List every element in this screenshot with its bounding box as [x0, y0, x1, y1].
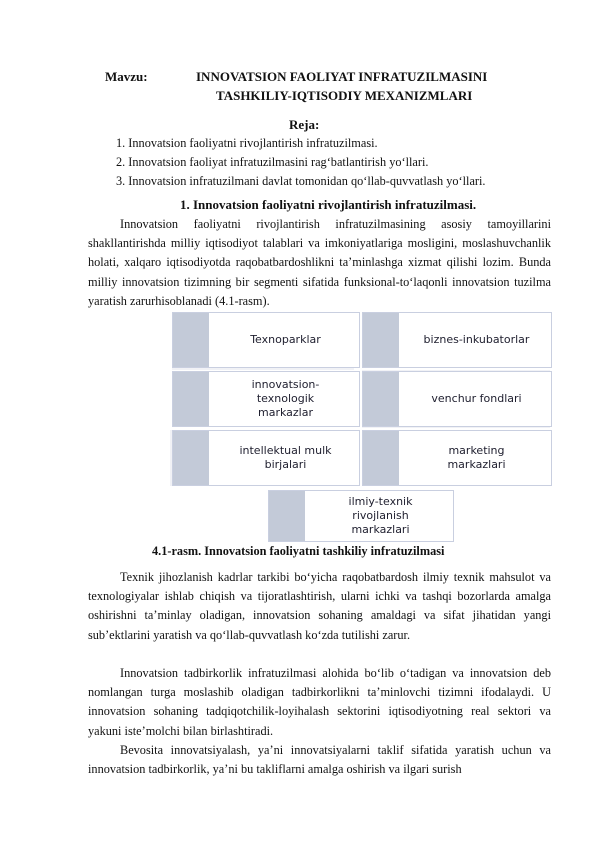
box-tab — [363, 313, 404, 367]
box-label: biznes-inkubatorlar — [423, 333, 530, 346]
title-line-1: INNOVATSION FAOLIYAT INFRATUZILMASINI — [196, 69, 488, 84]
body-paragraph: Texnik jihozlanish kadrlar tarkibi bo‘yicha raqobatbardosh ilmiy texnik mahsulot va texnologiyalar ishlab chiqish va tijoratlashtirish, ularni ichki va tashqi bozorlarda amalga oshirishni ta’minlay oladigan, innovatsion sohaning amaldagi va sifat jihatidan yangi sub’ektlarini yaratish va qo‘llab-quvvatlash ko‘zda tutilishi zarur. — [88, 570, 551, 642]
box-label: venchur fondlari — [431, 392, 522, 405]
diagram-box — [362, 312, 552, 368]
box-label: innovatsion-texnologik markazlar — [251, 378, 320, 419]
box-tab — [269, 491, 310, 541]
box-label: Texnoparklar — [250, 333, 321, 346]
diagram-box — [172, 312, 360, 368]
plan-item: 1. Innovatsion faoliyatni rivojlantirish infratuzilmasi. — [116, 136, 378, 150]
box-tab — [173, 313, 214, 367]
plan-title: Reja: — [289, 117, 320, 132]
plan-item: 3. Innovatsion infratuzilmani davlat tomonidan qo‘llab-quvvatlash yo‘llari. — [116, 174, 486, 188]
title-line-2: TASHKILIY-IQTISODIY MEXANIZMLARI — [216, 88, 473, 103]
section-heading: 1. Innovatsion faoliyatni rivojlantirish infratuzilmasi. — [180, 197, 477, 212]
box-tab — [363, 372, 404, 426]
diagram-box — [362, 430, 552, 486]
figure-caption: 4.1-rasm. Innovatsion faoliyatni tashkiliy infratuzilmasi — [152, 544, 445, 558]
box-tab — [363, 431, 404, 485]
box-label: ilmiy-texnik rivojlanish markazlari — [348, 495, 413, 536]
body-paragraph: Innovatsion tadbirkorlik infratuzilmasi alohida bo‘lib o‘tadigan va innovatsion deb nomlangan turga moslashib oladigan tadbirkorlikni ta’minlovchi tizimni ifodalaydi. U innovatsion sohaning tadqiqotchilik-loyihalash sektorini iqtisodiyotning real sektori va yakuni iste’molchi bilan birlashtiradi. — [88, 666, 551, 738]
box-label: intellektual mulk birjalari — [239, 444, 332, 471]
plan-item: 2. Innovatsion faoliyat infratuzilmasini rag‘batlantirish yo‘llari. — [116, 155, 429, 169]
body-paragraph: Bevosita innovatsiyalash, ya’ni innovatsiyalarni taklif sifatida yaratish uchun va innovatsion tadbirkorlik, ya’ni bu takliflarni amalga oshirish va ilgari surish — [88, 743, 551, 777]
topic-label: Mavzu: — [105, 69, 148, 84]
box-tab — [173, 431, 214, 485]
box-tab — [173, 372, 214, 426]
diagram-box — [268, 490, 454, 542]
diagram-box — [172, 371, 360, 427]
diagram-box — [362, 371, 552, 427]
diagram-box — [172, 430, 360, 486]
box-label: marketing markazlari — [447, 444, 506, 471]
section-paragraph: Innovatsion faoliyatni rivojlantirish infratuzilmasining asosiy tamoyillarini shakllantirishda milliy iqtisodiyot talablari va imkoniyatlariga mosligini, moslashuvchanlik holati, xalqaro iqtisodiyotda raqobatbardoshlikni ta’minlashga xizmat qilishi lozim. Bunda milliy innovatsion tizimning bir segmenti sifatida funksional-to‘laqonli innovatsion tuzilma yaratish zarurhisoblanadi (4.1-rasm). — [88, 217, 551, 308]
